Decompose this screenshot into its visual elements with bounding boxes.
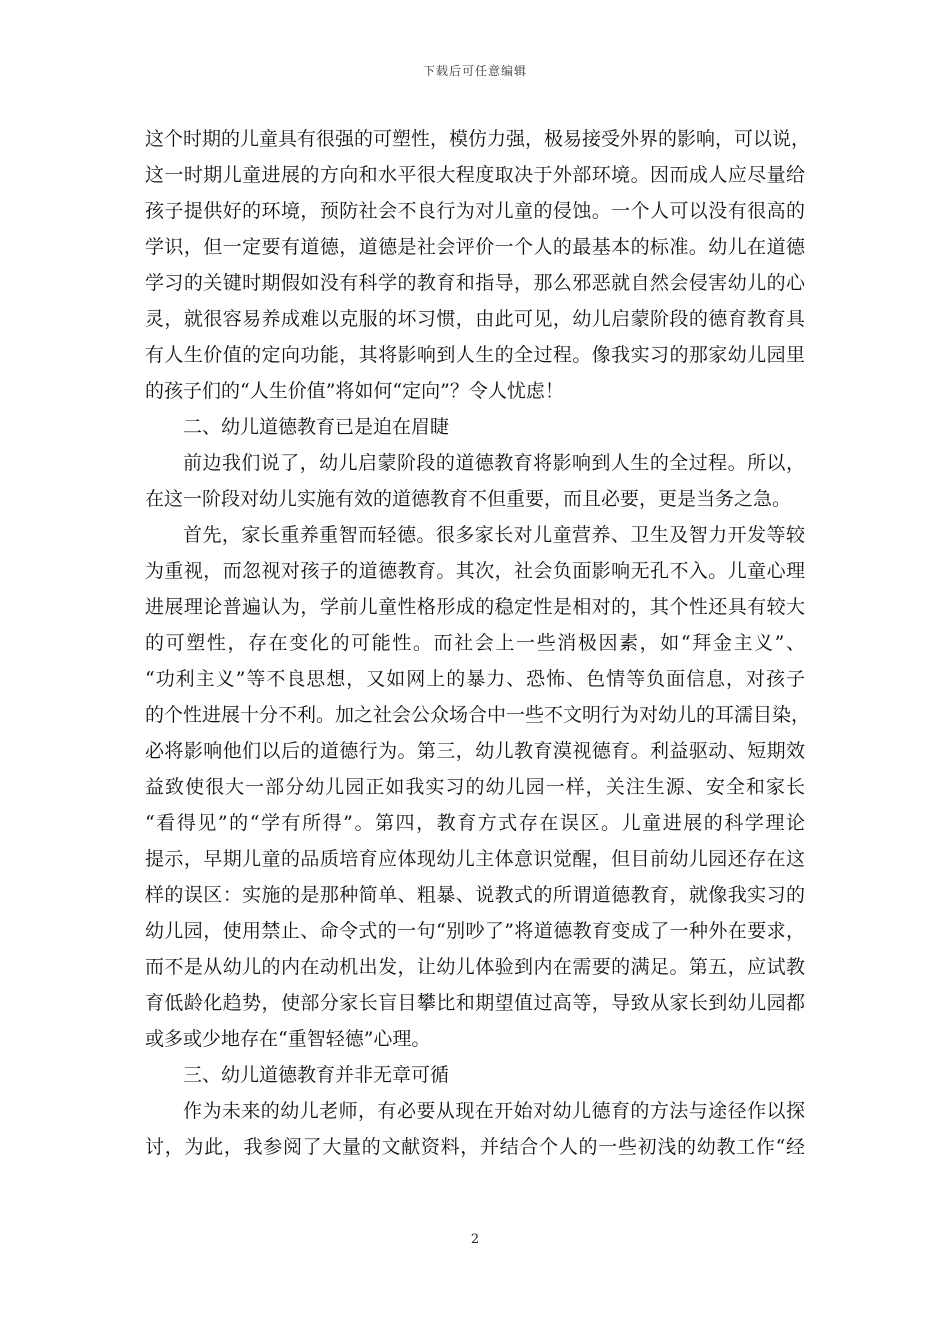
text-line: 有人生价值的定向功能，其将影响到人生的全过程。像我实习的那家幼儿园里 — [145, 344, 805, 366]
text-line: 为重视，而忽视对孩子的道德教育。其次，社会负面影响无孔不入。儿童心理 — [145, 560, 805, 582]
text-line: 而不是从幼儿的内在动机出发，让幼儿体验到内在需要的满足。第五，应试教 — [145, 956, 805, 978]
document-body — [145, 121, 811, 1165]
text-line: 作为未来的幼儿老师，有必要从现在开始对幼儿德育的方法与途径作以探 — [183, 1100, 805, 1122]
text-line: “功利主义”等不良思想，又如网上的暴力、恐怖、色情等负面信息，对孩子 — [145, 668, 805, 690]
section-heading: 三、幼儿道德教育并非无章可循 — [183, 1064, 450, 1086]
text-line: 前边我们说了，幼儿启蒙阶段的道德教育将影响到人生的全过程。所以， — [183, 452, 805, 474]
text-line: 必将影响他们以后的道德行为。第三，幼儿教育漠视德育。利益驱动、短期效 — [145, 740, 805, 762]
text-line: 学识，但一定要有道德，道德是社会评价一个人的最基本的标准。幼儿在道德 — [145, 236, 805, 258]
page-header: 下载后可任意编辑 — [422, 64, 527, 78]
text-line: 首先，家长重养重智而轻德。很多家长对儿童营养、卫生及智力开发等较 — [183, 524, 805, 546]
text-line: 这个时期的儿童具有很强的可塑性，模仿力强，极易接受外界的影响，可以说， — [145, 128, 811, 150]
text-line: 的可塑性，存在变化的可能性。而社会上一些消极因素，如“拜金主义”、 — [145, 632, 805, 654]
text-line: 的孩子们的“人生价值”将如何“定向”？令人忧虑！ — [145, 380, 564, 402]
text-line: 益致使很大一部分幼儿园正如我实习的幼儿园一样，关注生源、安全和家长 — [145, 776, 805, 798]
section-heading: 二、幼儿道德教育已是迫在眉睫 — [183, 416, 450, 438]
text-line: “看得见”的“学有所得”。第四，教育方式存在误区。儿童进展的科学理论 — [145, 812, 805, 834]
text-line: 或多或少地存在“重智轻德”心理。 — [145, 1028, 431, 1050]
text-line: 幼儿园，使用禁止、命令式的一句“别吵了”将道德教育变成了一种外在要求， — [145, 920, 805, 942]
text-line: 的个性进展十分不利。加之社会公众场合中一些不文明行为对幼儿的耳濡目染， — [145, 704, 811, 726]
page-number: 2 — [470, 1232, 480, 1247]
text-line: 孩子提供好的环境，预防社会不良行为对儿童的侵蚀。一个人可以没有很高的 — [145, 200, 805, 222]
text-line: 学习的关键时期假如没有科学的教育和指导，那么邪恶就自然会侵害幼儿的心 — [145, 272, 805, 294]
text-line: 在这一阶段对幼儿实施有效的道德教育不但重要，而且必要，更是当务之急。 — [145, 488, 792, 510]
text-line: 样的误区：实施的是那种简单、粗暴、说教式的所谓道德教育，就像我实习的 — [145, 884, 805, 906]
text-line: 进展理论普遍认为，学前儿童性格形成的稳定性是相对的，其个性还具有较大 — [145, 596, 805, 618]
text-line: 讨，为此，我参阅了大量的文献资料，并结合个人的一些初浅的幼教工作“经 — [145, 1136, 805, 1158]
text-line: 提示，早期儿童的品质培育应体现幼儿主体意识觉醒，但目前幼儿园还存在这 — [145, 848, 805, 870]
text-line: 灵，就很容易养成难以克服的坏习惯，由此可见，幼儿启蒙阶段的德育教育具 — [145, 308, 805, 330]
text-line: 育低龄化趋势，使部分家长盲目攀比和期望值过高等，导致从家长到幼儿园都 — [145, 992, 805, 1014]
text-line: 这一时期儿童进展的方向和水平很大程度取决于外部环境。因而成人应尽量给 — [145, 164, 805, 186]
